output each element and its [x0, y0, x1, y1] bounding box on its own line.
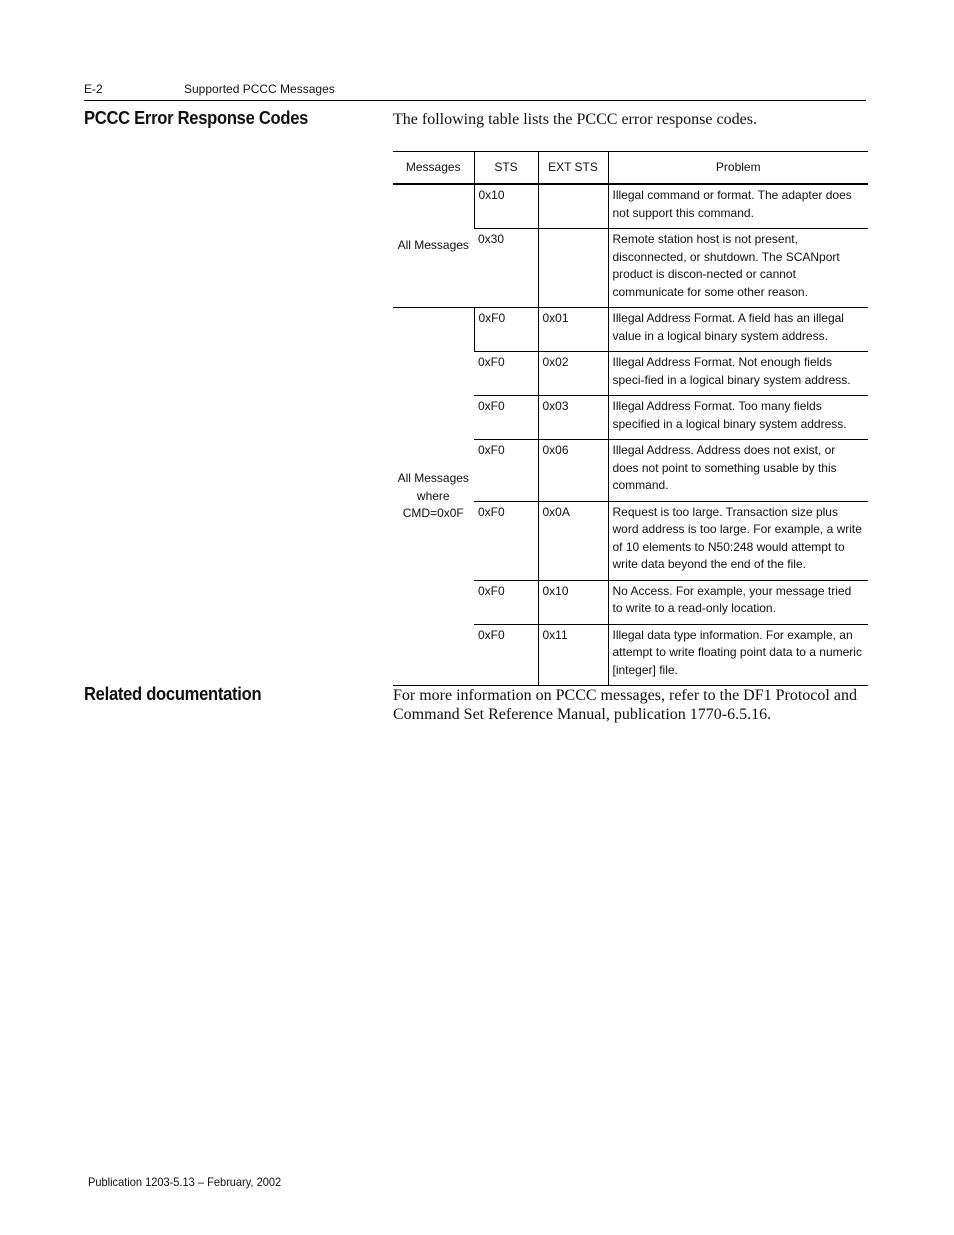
ext-sts-cell: 0x02: [538, 352, 608, 396]
errors-heading: PCCC Error Response Codes: [84, 108, 309, 128]
related-heading: Related documentation: [84, 684, 262, 704]
ext-sts-cell: 0x10: [538, 580, 608, 624]
problem-cell: Illegal data type information. For example, an attempt to write floating point data to a numeric [integer] file.: [608, 624, 868, 686]
problem-cell: No Access. For example, your message tried to write to a read-only location.: [608, 580, 868, 624]
sts-cell: 0x10: [474, 184, 538, 229]
sts-cell: 0xF0: [474, 308, 538, 352]
group2-label: [393, 308, 474, 686]
group1-label: All Messages: [397, 238, 469, 253]
errors-intro: The following table lists the PCCC error response codes.: [393, 111, 757, 128]
sts-cell: 0xF0: [474, 501, 538, 580]
group2-label-line: All Messages: [397, 471, 469, 486]
group2-label-line: CMD=0x0F: [402, 506, 464, 521]
ext-sts-cell: [538, 184, 608, 229]
ext-sts-cell: 0x03: [538, 396, 608, 440]
table-header-row: [393, 152, 868, 185]
problem-cell: Illegal command or format. The adapter does not support this command.: [608, 184, 868, 229]
group2-label-line: where: [416, 488, 450, 503]
page-header: [84, 80, 866, 101]
table-row: [393, 184, 868, 229]
ext-sts-cell: [538, 229, 608, 308]
col-header-sts: STS: [474, 152, 538, 185]
table-row: [393, 308, 868, 352]
sts-cell: 0xF0: [474, 624, 538, 686]
ext-sts-cell: 0x06: [538, 440, 608, 502]
error-codes-table: [393, 151, 868, 686]
ext-sts-cell: 0x01: [538, 308, 608, 352]
problem-cell: Illegal Address Format. Not enough fields speci-fied in a logical binary system address.: [608, 352, 868, 396]
problem-cell: Remote station host is not present, disconnected, or shutdown. The SCANport product is discon-nected or cannot communicate for some other reason.: [608, 229, 868, 308]
problem-cell: Illegal Address Format. A field has an illegal value in a logical binary system address.: [608, 308, 868, 352]
ext-sts-cell: 0x11: [538, 624, 608, 686]
sts-cell: 0xF0: [474, 580, 538, 624]
problem-cell: Illegal Address. Address does not exist, or does not point to something usable by this command.: [608, 440, 868, 502]
sts-cell: 0xF0: [474, 352, 538, 396]
col-header-problem: Problem: [608, 152, 868, 185]
problem-cell: Request is too large. Transaction size plus word address is too large. For example, a write of 10 elements to N50:248 would attempt to write data beyond the end of the file.: [608, 501, 868, 580]
footer-publication: Publication 1203-5.13 – February, 2002: [88, 1175, 282, 1189]
sts-cell: 0xF0: [474, 396, 538, 440]
ext-sts-cell: 0x0A: [538, 501, 608, 580]
section-title: Supported PCCC Messages: [184, 82, 335, 96]
col-header-messages: Messages: [405, 159, 461, 174]
problem-cell: Illegal Address Format. Too many fields specified in a logical binary system address.: [608, 396, 868, 440]
page-number: E-2: [84, 82, 103, 96]
col-header-ext-sts: EXT STS: [538, 152, 608, 185]
related-text: For more information on PCCC messages, refer to the DF1 Protocol and Command Set Reference Manual, publication 1770-6.5.16.: [393, 687, 857, 723]
sts-cell: 0x30: [474, 229, 538, 308]
sts-cell: 0xF0: [474, 440, 538, 502]
